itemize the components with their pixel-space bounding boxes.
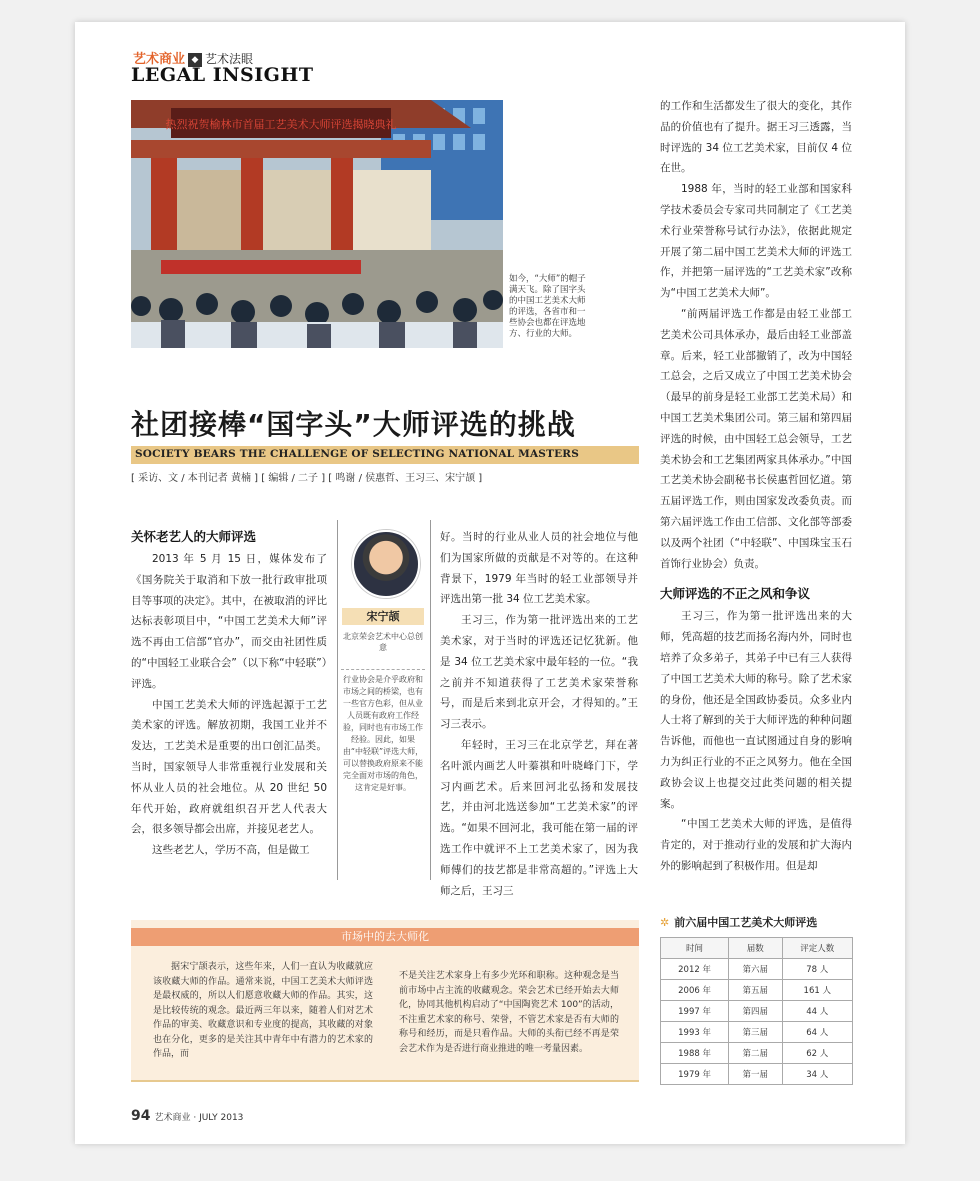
- table-cell: 第二届: [729, 1043, 782, 1064]
- paragraph: “前两届评选工作都是由轻工业部工艺美术公司具体承办，最后由轻工业部盖章。后来，轻工业部撤销了，改为中国轻工总会，之后又成立了中国工艺美术协会（最早的前身是轻工业部工艺美术局）和中国工艺美术集团公司。第三届和第四届评选的时候，由中国轻工总会领导，工艺美术协会和工艺集团两家具体承办。”中国工艺美术协会副秘书长侯惠哲回忆道。第五届评选工作，则由国家发改委负责。而第六届评选工作由工信部、文化部等部委以及两个社团（“中轻联”、中国珠宝玉石首饰行业协会）负责。: [660, 307, 852, 570]
- sidebar-text-right: 不是关注艺术家身上有多少光环和职称。这种观念是当前市场中占主流的收藏观念。荣会艺术已经开始去大师化，协同其他机构启动了“中国陶瓷艺术 100”的活动，不注重艺术家的称号、荣誉，不管艺术家是否有大师的称号和经历，而是只看作品。大师的头衔已经不再是荣会艺术作为是否进行商业推进的唯一考量因素。: [399, 971, 619, 1054]
- brand-name: 艺术商业: [133, 52, 186, 67]
- table-header-row: [661, 938, 853, 959]
- table-cell: 34 人: [782, 1064, 853, 1085]
- article-subtitle-en: SOCIETY BEARS THE CHALLENGE OF SELECTING NATIONAL MASTERS: [135, 448, 579, 460]
- table-row: [661, 959, 853, 980]
- table-row: [661, 1043, 853, 1064]
- paragraph: 好。当时的行业从业人员的社会地位与他们为国家所做的贡献是不对等的。在这种背景下，1979 年当时的轻工业部领导并评选出第一批 34 位工艺美术家。: [440, 531, 638, 606]
- sidebar-text-left: 据宋宁颉表示，这些年来，人们一直认为收藏就应该收藏大师的作品。通常来说，中国工艺美术大师评选是最权威的，所以人们愿意收藏大师的作品。其实，这是比较传统的观念。最近两三年以来，随着人们对艺术作品的审美、收藏意识和专业度的提高，其收藏的对象也在分化，更多的是关注其中青年中有潜力的艺术家的作品，而: [153, 962, 373, 1059]
- article-subtitle-band: [131, 446, 639, 464]
- table-cell: 第六届: [729, 959, 782, 980]
- table-cell: 78 人: [782, 959, 853, 980]
- table-cell: 第一届: [729, 1064, 782, 1085]
- table-cell: 44 人: [782, 1001, 853, 1022]
- event-photo: [131, 100, 503, 348]
- paragraph: 2013 年 5 月 15 日，媒体发布了《国务院关于取消和下放一批行政审批项目等事项的决定》。其中，在被取消的评比达标表彰项目中，“中国工艺美术大师”评选不再由工信部“官办”，而交由社团性质的“中国轻工业联合会”（以下称“中轻联”）评选。: [131, 553, 327, 690]
- table-row: [661, 1064, 853, 1085]
- sidebar-column-right: [399, 960, 619, 1065]
- paragraph: “中国工艺美术大师的评选，是值得肯定的，对于推动行业的发展和扩大海内外的影响起到了积极作用。但是却: [660, 818, 852, 872]
- photo-banner: 热烈祝贺榆林市首届工艺美术大师评选揭晓典礼: [165, 118, 397, 131]
- section-title-en: LEGAL INSIGHT: [131, 64, 314, 86]
- article-column-2: [440, 527, 638, 901]
- paragraph: 这些老艺人，学历不高，但是做工: [152, 844, 310, 857]
- avatar: [352, 530, 420, 598]
- photo-caption: 如今，“大师”的帽子满天飞。除了国字头的中国工艺美术大师的评选，各省市和一些协会也都在评选地方、行业的大师。: [509, 274, 586, 339]
- table-cell: 2012 年: [661, 959, 729, 980]
- table-row: [661, 1001, 853, 1022]
- profile-role: 北京荣会艺术中心总创意: [343, 632, 423, 652]
- ceremony-illustration: [131, 100, 503, 348]
- article-column-1: [131, 527, 327, 861]
- paragraph: 1988 年，当时的轻工业部和国家科学技术委员会专家司共同制定了《工艺美术行业荣誉称号试行办法》，依据此规定开展了第二届中国工艺美术大师的评选工作，并把第一届评选的“工艺美术家”改称为“中国工艺美术大师”。: [660, 183, 852, 300]
- paragraph: 的工作和生活都发生了很大的变化，其作品的价值也有了提升。据王习三透露，当时评选的 34 位工艺美术家，目前仅 4 位在世。: [660, 100, 852, 175]
- masters-table: [660, 937, 853, 1085]
- table-cell: 1997 年: [661, 1001, 729, 1022]
- table-cell: 1988 年: [661, 1043, 729, 1064]
- column-header: 评定人数: [782, 938, 853, 959]
- section-name: 艺术法眼: [205, 52, 254, 66]
- table-cell: 2006 年: [661, 980, 729, 1001]
- profile-quote: 行业协会是介乎政府和市场之间的桥梁，也有一些官方色彩，但从业人员既有政府工作经验，同时也有市场工作经验。因此，如果由“中轻联”评选大师，可以替换政府原来不能完全面对市场的角色，这肯定是好事。: [341, 669, 425, 794]
- section-icon: ◆: [188, 53, 202, 67]
- table-row: [661, 980, 853, 1001]
- table-title-text: 前六届中国工艺美术大师评选: [674, 916, 818, 929]
- column-header: 时间: [661, 938, 729, 959]
- profile-name: 宋宁颉: [342, 608, 424, 625]
- magazine-page: [75, 22, 905, 1144]
- section-heading: 关怀老艺人的大师评选: [131, 529, 257, 544]
- page-footer: [131, 1108, 243, 1124]
- table-cell: 62 人: [782, 1043, 853, 1064]
- star-icon: ✲: [660, 916, 670, 929]
- table-cell: 第三届: [729, 1022, 782, 1043]
- table-cell: 第五届: [729, 980, 782, 1001]
- table-cell: 161 人: [782, 980, 853, 1001]
- table-cell: 64 人: [782, 1022, 853, 1043]
- paragraph: 王习三，作为第一批评选出来的工艺美术家，对于当时的评选还记忆犹新。他是 34 位工艺美术家中最年轻的一位。“我之前并不知道获得了工艺美术家荣誉称号，而是后来到北京开会，才得知的。”王习三表示。: [440, 614, 638, 731]
- paragraph: 王习三，作为第一批评选出来的大师，凭高超的技艺而扬名海内外，同时也培养了众多弟子，其弟子中已有三人获得了中国工艺美术大师的称号。除了艺术家的身份，他还是全国政协委员。众多业内人士将了解到的关于大师评选的种种问题告诉他，而他也一直试图通过自身的影响力为纠正行业的不正之风努力。他在全国政协会议上也提交过此类问题的相关提案。: [660, 610, 852, 810]
- sidebar-box: [131, 920, 639, 1080]
- table-cell: 1979 年: [661, 1064, 729, 1085]
- sidebar-rule: [131, 1080, 639, 1082]
- article-column-3: [660, 96, 852, 877]
- table-cell: 第四届: [729, 1001, 782, 1022]
- column-header: 届数: [729, 938, 782, 959]
- table-row: [661, 1022, 853, 1043]
- page-number: 94: [131, 1108, 151, 1124]
- magazine-issue: 艺术商业 · JULY 2013: [154, 1113, 244, 1123]
- sidebar-title: 市场中的去大师化: [131, 928, 639, 946]
- article-credits: [ 采访、文 / 本刊记者 黄楠 ] [ 编辑 / 二子 ] [ 鸣谢 / 侯惠哲、王习三、宋宁颉 ]: [131, 473, 483, 484]
- section-heading: 大师评选的不正之风和争议: [660, 586, 811, 602]
- table-cell: 1993 年: [661, 1022, 729, 1043]
- article-title: 社团接棒“国字头”大师评选的挑战: [131, 408, 576, 441]
- table-title: [660, 914, 817, 930]
- paragraph: 中国工艺美术大师的评选起源于工艺美术家的评选。解放初期，我国工业并不发达，工艺美术是重要的出口创汇品类。当时，国家领导人非常重视行业发展和关怀从业人员的社会地位。从 20 世纪 50 年代开始，政府就组织召开艺人代表大会，很多领导都会出席，并接见老艺人。: [131, 698, 327, 836]
- sidebar-column-left: [153, 960, 373, 1062]
- paragraph: 年轻时，王习三在北京学艺，拜在著名叶派内画艺人叶蓁祺和叶晓峰门下，学习内画艺术。后来回河北弘扬和发展技艺，并由河北选送参加“工艺美术家”的评选。“如果不回河北，我可能在第一届的评选工作中就评不上工艺美术家了，因为我师傅们的技艺都是非常高超的。”评选上大师之后，王习三: [440, 738, 638, 897]
